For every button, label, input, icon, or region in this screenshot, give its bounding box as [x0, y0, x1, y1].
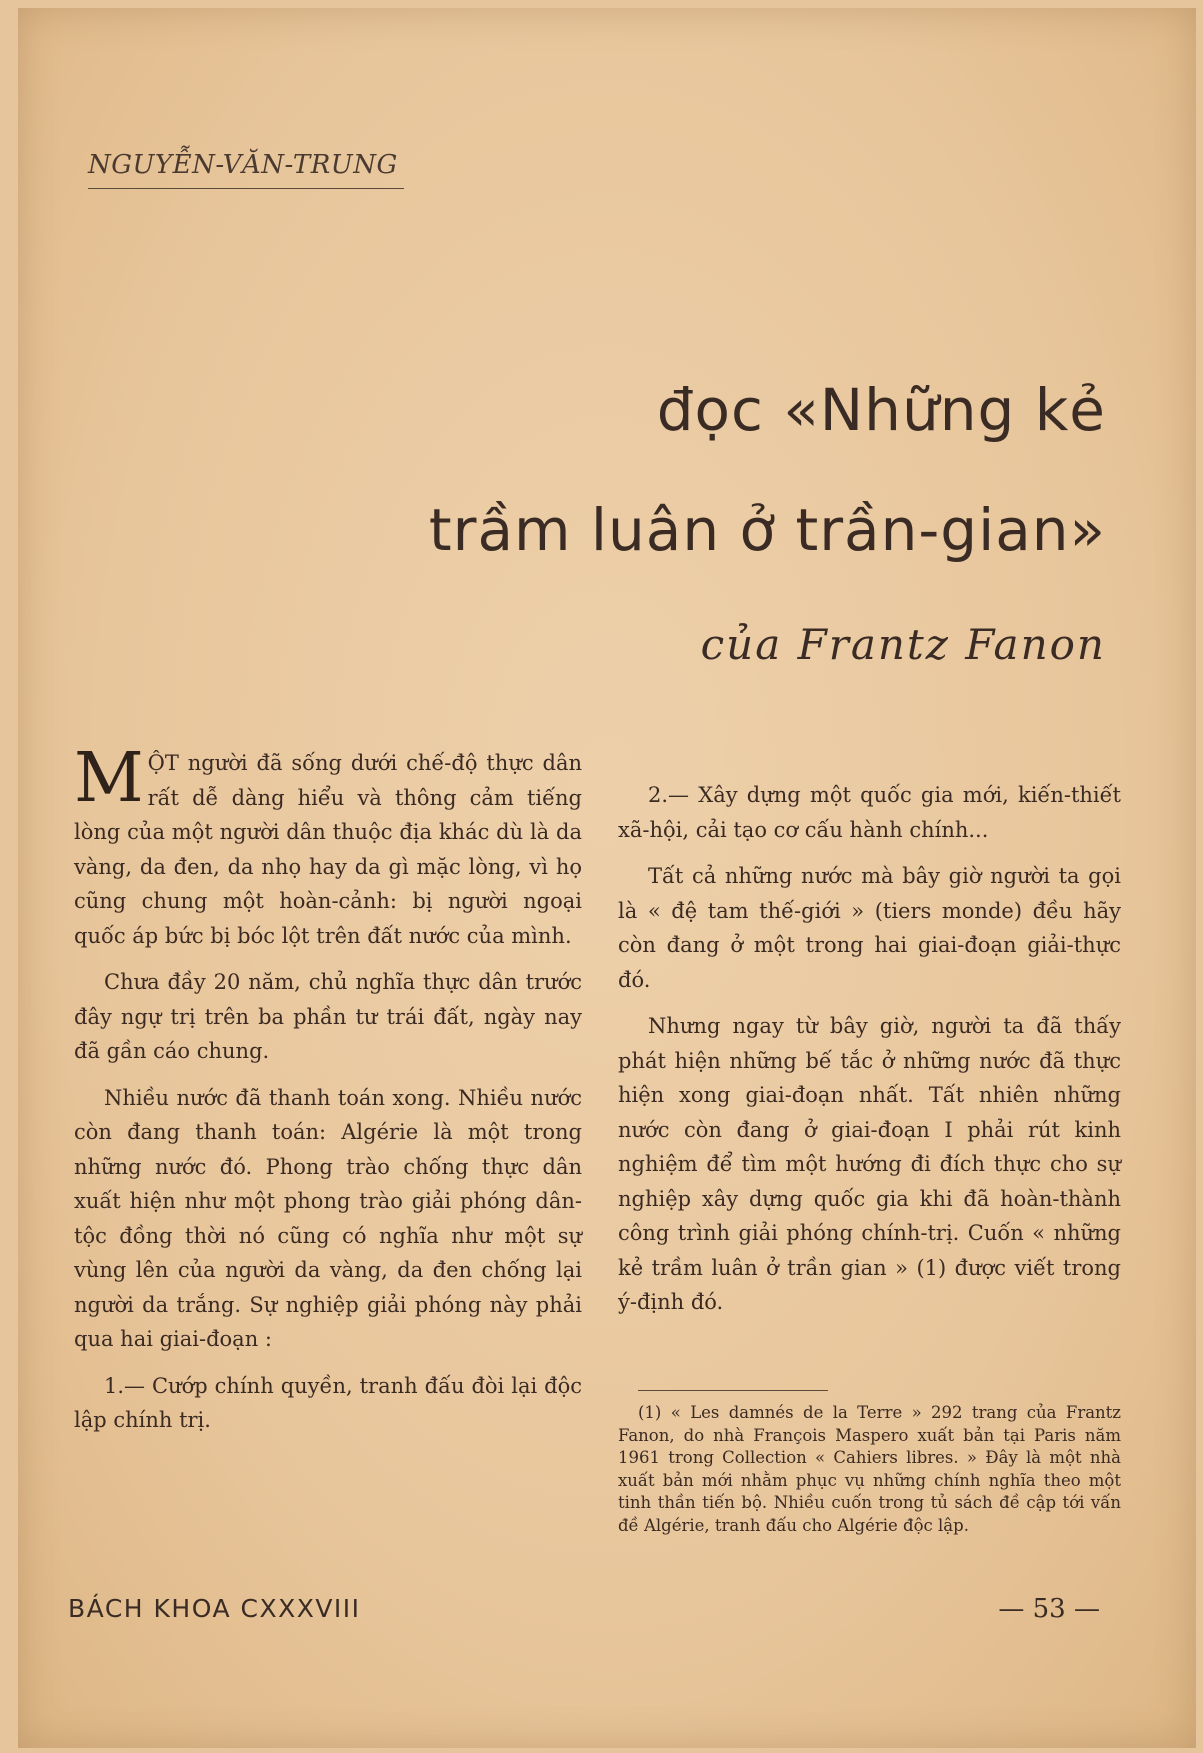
journal-name: BÁCH KHOA CXXXVIII: [68, 1594, 361, 1623]
paragraph: 1.— Cướp chính quyền, tranh đấu đòi lại độc lập chính trị.: [74, 1373, 582, 1432]
paragraph: Tất cả những nước mà bây giờ người ta gọi là « đệ tam thế-giới » (tiers monde) đều hãy còn đang ở một trong hai giai-đoạn giải-thực đó.: [618, 864, 1121, 992]
author-underline: [88, 188, 404, 189]
drop-cap: M: [74, 739, 144, 818]
author-name: NGUYỄN-VĂN-TRUNG: [88, 150, 398, 180]
page-number: — 53 —: [998, 1594, 1100, 1624]
paragraph: [74, 739, 582, 953]
paragraph: Chưa đầy 20 năm, chủ nghĩa thực dân trước đây ngự trị trên ba phần tư trái đất, ngày nay đã gần cáo chung.: [74, 970, 582, 1063]
paragraph: Nhưng ngay từ bây giờ, người ta đã thấy phát hiện những bế tắc ở những nước đã thực hiện xong giai-đoạn nhất. Tất nhiên những nước còn đang ở giai-đoạn I phải rút kinh nghiệm để tìm một hướng đi đích thực cho sự nghiệp xây dựng quốc gia khi đã hoàn-thành công trình giải phóng chính-trị. Cuốn « những kẻ trầm luân ở trần gian » (1) được viết trong ý-định đó.: [618, 1014, 1121, 1314]
footnote-divider: [638, 1390, 828, 1391]
article-byline: của Frantz Fanon: [700, 620, 1106, 669]
article-title-line-1: đọc «Những kẻ: [656, 376, 1106, 444]
left-column: [74, 739, 582, 1450]
right-column: [618, 778, 1121, 1332]
magazine-page: [18, 8, 1196, 1748]
paragraph-text: ỘT người đã sống dưới chế-độ thực dân rất dễ dàng hiểu và thông cảm tiếng lòng của một người dân thuộc địa khác dù là da vàng, da đen, da nhọ hay da gì mặc lòng, vì họ cũng chung một hoàn-cảnh: bị người ngoại quốc áp bức bị bóc lột trên đất nước của mình.: [74, 751, 582, 948]
paragraph: Nhiều nước đã thanh toán xong. Nhiều nước còn đang thanh toán: Algérie là một trong những nước đó. Phong trào chống thực dân xuất hiện như một phong trào giải phóng dân-tộc đồng thời nó cũng có nghĩa như một sự vùng lên của người da vàng, da đen chống lại người da trắng. Sự nghiệp giải phóng này phải qua hai giai-đoạn :: [74, 1085, 582, 1351]
article-title-line-2: trầm luân ở trần-gian»: [428, 496, 1106, 564]
paragraph: 2.— Xây dựng một quốc gia mới, kiến-thiết xã-hội, cải tạo cơ cấu hành chính...: [618, 783, 1121, 842]
footnote: (1) « Les damnés de la Terre » 292 trang của Frantz Fanon, do nhà François Maspero xuất bản tại Paris năm 1961 trong Collection « Cahiers libres. » Đây là một nhà xuất bản mới nhằm phục vụ những chính nghĩa theo một tinh thần tiến bộ. Nhiều cuốn trong tủ sách đề cập tới vấn đề Algérie, tranh đấu cho Algérie độc lập.: [618, 1403, 1121, 1535]
